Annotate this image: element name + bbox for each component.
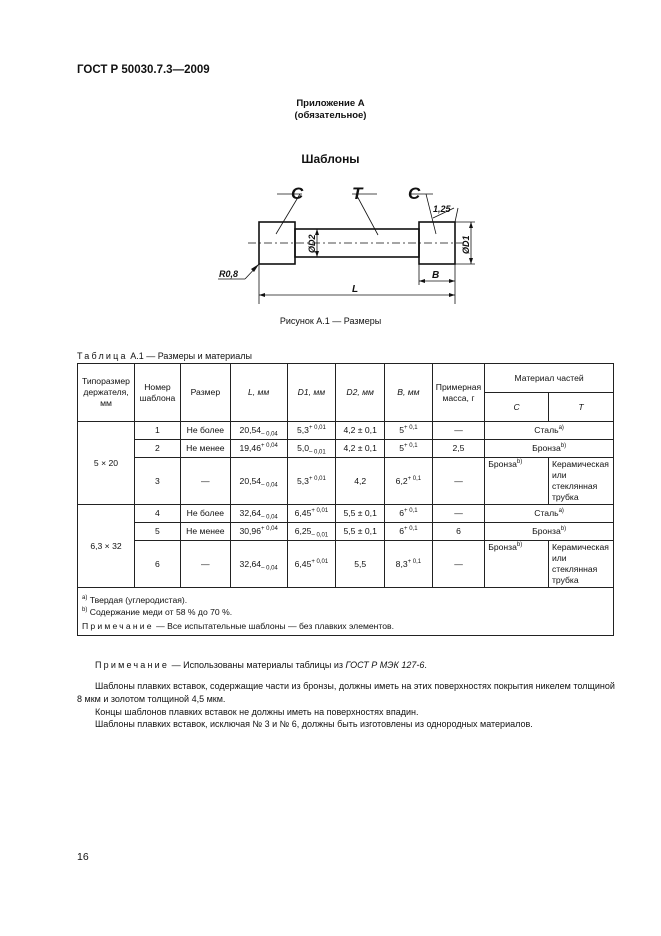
paragraph-3: Шаблоны плавких вставок, исключая № 3 и № 6, должны быть изготовлены из однородных материалов. (95, 719, 533, 729)
cell-d1: $6,45^{+ 0,01}$ (287, 541, 336, 588)
dimensions-table (77, 363, 614, 636)
cell-mass: — (432, 505, 484, 523)
cell-d1: $5,3^{+ 0,01}$ (287, 422, 336, 440)
source-note: Примечание — Использованы материалы таблицы из ГОСТ Р МЭК 127-6. (95, 660, 427, 670)
cell-material: Бронза$^{b)}$ (485, 440, 614, 458)
cell-l: $19,46^{+ 0,04}$ (230, 440, 287, 458)
note-prefix: Примечание (95, 660, 170, 670)
label-d1: ØD1 (461, 235, 471, 254)
header-material: Материал частей (485, 364, 614, 393)
label-c-left: C (291, 184, 304, 203)
cell-l: $20,54_{- 0,04}$ (230, 458, 287, 505)
header-t: T (548, 393, 613, 422)
cell-b: $5^{+ 0,1}$ (385, 440, 433, 458)
cell-number: 6 (134, 541, 180, 588)
cell-size: Не более (180, 505, 230, 523)
cell-d1: $5,3^{+ 0,01}$ (287, 458, 336, 505)
table-row (78, 523, 614, 541)
header-mass: Примерная масса, г (432, 364, 484, 422)
cell-d2: 4,2 ± 0,1 (336, 422, 385, 440)
cell-size: Не менее (180, 440, 230, 458)
cell-size: Не более (180, 422, 230, 440)
note-text: — Использованы материалы таблицы из (171, 660, 343, 670)
cell-number: 3 (134, 458, 180, 505)
table-row (78, 422, 614, 440)
document-header: ГОСТ Р 50030.7.3—2009 (77, 64, 210, 76)
cell-material-c: Бронза$^{b)}$ (485, 458, 549, 505)
footnote-b: $^{b)}$ Содержание меди от 58 % до 70 %. (82, 607, 233, 617)
figure-caption: Рисунок А.1 — Размеры (279, 316, 382, 326)
header-number: Номер шаблона (134, 364, 180, 422)
label-r: R0,8 (219, 269, 239, 279)
group-size-2: 6,3 × 32 (78, 505, 135, 588)
cell-number: 5 (134, 523, 180, 541)
cell-d1: $6,45^{+ 0,01}$ (287, 505, 336, 523)
table-row (78, 505, 614, 523)
cell-material: Сталь$^{a)}$ (485, 505, 614, 523)
cell-size: — (180, 458, 230, 505)
footnote-a: $^{a)}$ Твердая (углеродистая). (82, 595, 188, 605)
group-size-1: 5 × 20 (78, 422, 135, 505)
table-caption (77, 351, 252, 361)
paragraph-2: Концы шаблонов плавких вставок не должны иметь на поверхностях впадин. (95, 707, 419, 717)
cell-l: $32,64_{- 0,04}$ (230, 541, 287, 588)
header-b: B, мм (385, 364, 433, 422)
note-reference: ГОСТ Р МЭК 127-6 (345, 660, 425, 670)
label-125: 1,25 (433, 204, 451, 214)
table-row (78, 440, 614, 458)
cell-material-t: Керамическая или стеклянная трубка (548, 458, 613, 505)
table-footnotes (78, 588, 614, 636)
cell-b: $6,2^{+ 0,1}$ (385, 458, 433, 505)
cell-l: $20,54_{- 0,04}$ (230, 422, 287, 440)
cell-size: Не менее (180, 523, 230, 541)
table-row (78, 458, 614, 505)
label-t: T (352, 184, 363, 203)
table-caption-prefix: Таблица (77, 351, 128, 361)
annex-status: (обязательное) (294, 110, 367, 121)
header-l: L, мм (230, 364, 287, 422)
cell-material-t: Керамическая или стеклянная трубка (548, 541, 613, 588)
cell-mass: 2,5 (432, 440, 484, 458)
cell-number: 4 (134, 505, 180, 523)
cell-d2: 4,2 (336, 458, 385, 505)
table-caption-text: А.1 — Размеры и материалы (130, 351, 252, 361)
header-d2: D2, мм (336, 364, 385, 422)
cell-d2: 5,5 ± 0,1 (336, 505, 385, 523)
paragraph-1: Шаблоны плавких вставок, содержащие части из бронзы, должны иметь на этих поверхностях покрытия никелем толщиной 8 мкм и золотом толщиной 4,5 мкм. (77, 681, 615, 704)
cell-b: $5^{+ 0,1}$ (385, 422, 433, 440)
cell-b: $8,3^{+ 0,1}$ (385, 541, 433, 588)
cell-number: 2 (134, 440, 180, 458)
cell-number: 1 (134, 422, 180, 440)
cell-d1: $6,25_{- 0,01}$ (287, 523, 336, 541)
cell-mass: — (432, 422, 484, 440)
cell-b: $6^{+ 0,1}$ (385, 505, 433, 523)
label-d2: ØD2 (307, 234, 317, 253)
label-b: B (432, 270, 440, 281)
cell-d1: $5,0_{- 0,01}$ (287, 440, 336, 458)
label-l: L (352, 284, 359, 295)
label-c-right: C (408, 184, 421, 203)
table-row (78, 541, 614, 588)
cell-d2: 4,2 ± 0,1 (336, 440, 385, 458)
gauge-drawing (200, 180, 490, 308)
cell-d2: 5,5 ± 0,1 (336, 523, 385, 541)
cell-mass: — (432, 458, 484, 505)
figure-title: Шаблоны (301, 152, 360, 166)
annex-title: Приложение А (296, 98, 365, 109)
cell-d2: 5,5 (336, 541, 385, 588)
cell-l: $30,96^{+ 0,04}$ (230, 523, 287, 541)
cell-size: — (180, 541, 230, 588)
header-size: Размер (180, 364, 230, 422)
header-d1: D1, мм (287, 364, 336, 422)
page-number: 16 (77, 851, 89, 863)
annex-heading (0, 98, 661, 122)
header-type-size: Типоразмер держателя, мм (78, 364, 135, 422)
cell-material: Бронза$^{b)}$ (485, 523, 614, 541)
cell-l: $32,64_{- 0,04}$ (230, 505, 287, 523)
table-note: Примечание — Все испытательные шаблоны — без плавких элементов. (82, 621, 394, 631)
cell-b: $6^{+ 0,1}$ (385, 523, 433, 541)
cell-mass: 6 (432, 523, 484, 541)
cell-mass: — (432, 541, 484, 588)
cell-material-c: Бронза$^{b)}$ (485, 541, 549, 588)
header-c: C (485, 393, 549, 422)
cell-material: Сталь$^{a)}$ (485, 422, 614, 440)
